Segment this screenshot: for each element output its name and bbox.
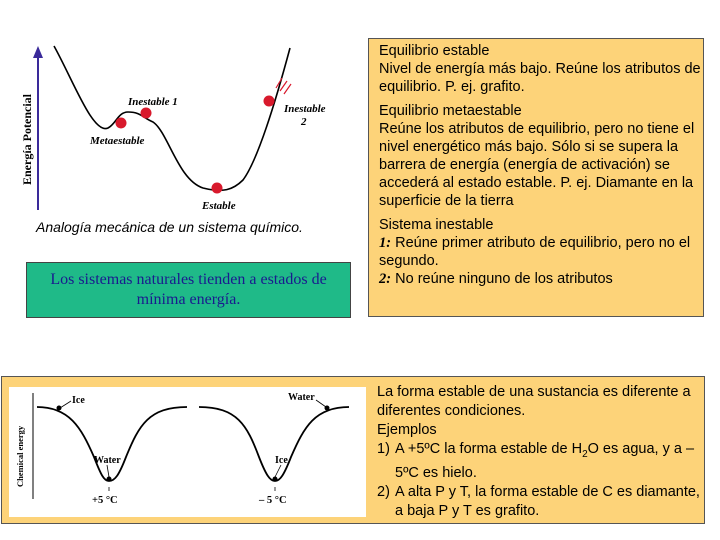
energy-curve xyxy=(54,46,290,190)
left-ice-dot xyxy=(57,406,62,411)
left-ice-pointer xyxy=(60,401,71,408)
bottom-explanation xyxy=(377,383,702,521)
energy-landscape-diagram xyxy=(18,40,346,215)
label-metaestable: Metaestable xyxy=(90,135,145,147)
bottom-panel xyxy=(1,376,705,524)
example-text: A +5ºC la forma estable de $H_2O$ es agua, y a –5ºC es hielo. xyxy=(395,441,695,481)
estable-title: Equilibrio estable xyxy=(379,43,490,59)
right-bottom-label: Ice xyxy=(275,455,288,466)
right-ice-dot xyxy=(273,477,278,482)
states-panel xyxy=(368,38,704,317)
label-inestable2-a: Inestable xyxy=(284,103,326,115)
right-temp-label: – 5 °C xyxy=(259,495,287,506)
estable-block xyxy=(379,42,703,96)
left-temp-label: +5 °C xyxy=(92,495,118,506)
example-number: 2) xyxy=(377,483,390,500)
inestable-1-number: 1: xyxy=(379,235,392,251)
diagram-caption: Analogía mecánica de un sistema químico. xyxy=(36,219,303,235)
metaestable-block xyxy=(379,102,703,210)
left-energy-curve xyxy=(37,407,187,481)
energy-axis-label: Energía Potencial xyxy=(20,94,34,185)
inestable-block xyxy=(379,216,703,288)
left-bottom-label: Water xyxy=(94,455,121,466)
example-number: 1) xyxy=(377,441,390,457)
estable-text: Nivel de energía más bajo. Reúne los atributos de equilibrio. P. ej. grafito. xyxy=(379,61,701,95)
bottom-intro: La forma estable de una sustancia es diferente a diferentes condiciones. xyxy=(377,384,691,419)
left-water-dot xyxy=(107,477,112,482)
right-water-pointer xyxy=(316,400,326,407)
label-inestable1: Inestable 1 xyxy=(128,96,178,108)
example-item xyxy=(377,440,702,483)
inestable-2-text: No reúne ninguno de los atributos xyxy=(395,271,613,287)
label-estable: Estable xyxy=(202,200,236,212)
example-item xyxy=(377,483,702,521)
metaestable-text: Reúne los atributos de equilibrio, pero no tiene el nivel energético más bajo. Sólo si se supera la barrera de energía (energía de activación) se accederá al estado estable. P. ej. Diamante en la superficie de la tierra xyxy=(379,121,695,209)
ball-inestable1 xyxy=(141,108,152,119)
water-ice-diagram xyxy=(9,387,366,517)
label-inestable2-b: 2 xyxy=(301,116,307,128)
right-top-label: Water xyxy=(288,392,315,403)
right-energy-curve xyxy=(199,407,349,481)
energy-axis-arrow xyxy=(33,46,43,58)
right-ice-pointer xyxy=(275,465,281,477)
examples-title: Ejemplos xyxy=(377,422,437,438)
conclusion-box xyxy=(26,262,351,318)
motion-line xyxy=(284,84,291,94)
ball-metaestable xyxy=(116,118,127,129)
conclusion-text: Los sistemas naturales tienden a estados de mínima energía. xyxy=(50,271,327,308)
chem-energy-label: Chemical energy xyxy=(15,425,25,487)
ball-estable xyxy=(212,183,223,194)
inestable-title: Sistema inestable xyxy=(379,217,494,233)
left-top-label: Ice xyxy=(72,395,85,406)
metaestable-title: Equilibrio metaestable xyxy=(379,103,522,119)
ball-inestable2 xyxy=(264,96,275,107)
inestable-1-text: Reúne primer atributo de equilibrio, pero no el segundo. xyxy=(379,235,691,269)
water-ice-diagram-area xyxy=(9,387,366,517)
example-text: A alta P y T, la forma estable de C es diamante, a baja P y T es grafito. xyxy=(395,483,700,519)
inestable-2-number: 2: xyxy=(379,271,392,287)
left-water-pointer xyxy=(107,465,109,477)
